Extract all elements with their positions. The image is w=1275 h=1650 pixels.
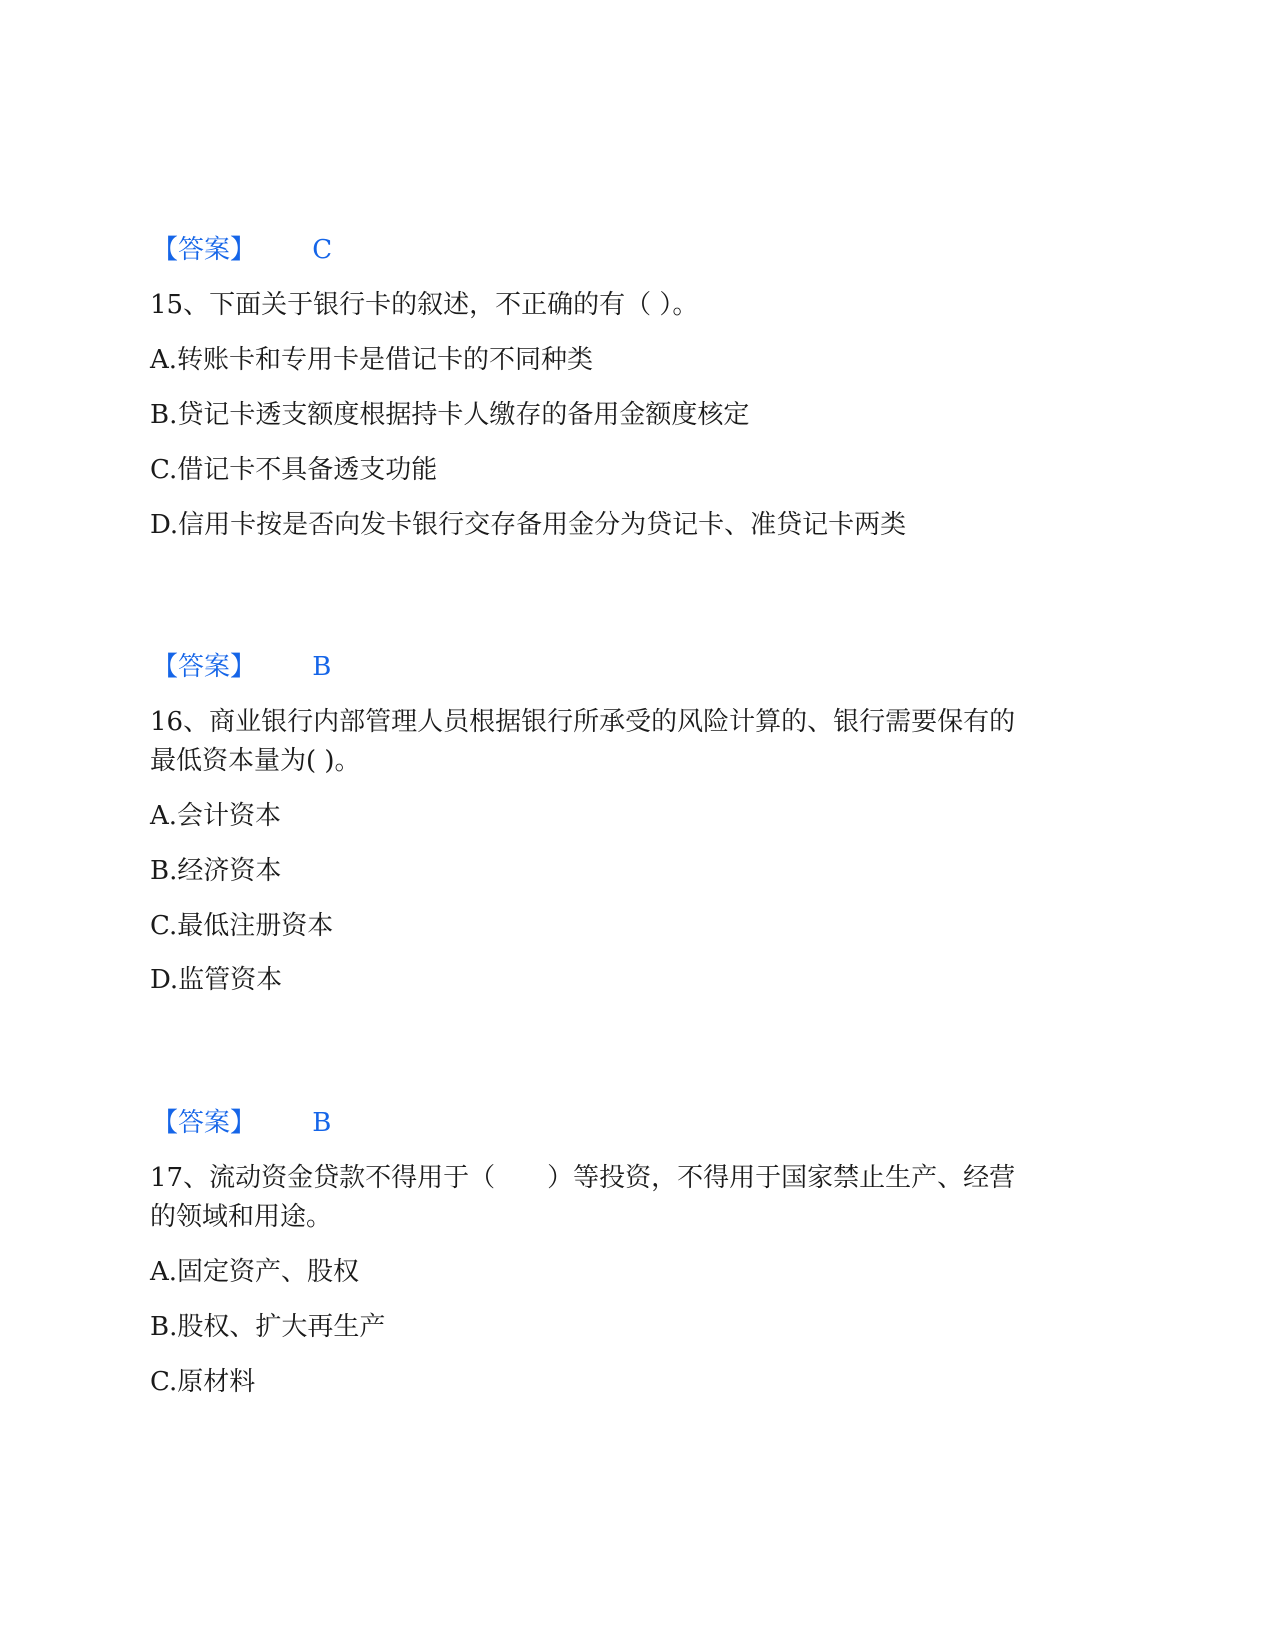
answer-line-2 [152, 649, 331, 685]
option-16-d: D.监管资本 [150, 965, 283, 995]
option-15-d: D.信用卡按是否向发卡银行交存备用金分为贷记卡、准贷记卡两类 [150, 510, 907, 540]
answer-line-3 [152, 1105, 331, 1141]
answer-value: C [312, 235, 333, 265]
option-15-b: B.贷记卡透支额度根据持卡人缴存的备用金额度核定 [150, 400, 750, 430]
option-16-a: A.会计资本 [150, 801, 282, 831]
answer-value: B [312, 652, 332, 682]
question-15: 15、下面关于银行卡的叙述，不正确的有（ ）。 [150, 290, 699, 320]
option-16-b: B.经济资本 [150, 856, 282, 886]
question-17-line-1: 17、流动资金贷款不得用于（ ）等投资，不得用于国家禁止生产、经营 [150, 1163, 1016, 1193]
option-15-a: A.转账卡和专用卡是借记卡的不同种类 [150, 345, 594, 375]
option-17-b: B.股权、扩大再生产 [150, 1312, 386, 1342]
option-17-a: A.固定资产、股权 [150, 1257, 360, 1287]
question-16-line-2: 最低资本量为( )。 [150, 746, 361, 776]
answer-label: 【答案】 [152, 1108, 257, 1138]
option-17-c: C.原材料 [150, 1367, 256, 1397]
answer-label: 【答案】 [152, 235, 257, 265]
answer-line-1 [152, 232, 332, 268]
option-16-c: C.最低注册资本 [150, 911, 334, 941]
option-15-c: C.借记卡不具备透支功能 [150, 455, 438, 485]
answer-value: B [312, 1108, 332, 1138]
question-17-line-2: 的领域和用途。 [150, 1202, 333, 1232]
question-16-line-1: 16、商业银行内部管理人员根据银行所承受的风险计算的、银行需要保有的 [150, 707, 1016, 737]
answer-label: 【答案】 [152, 652, 257, 682]
